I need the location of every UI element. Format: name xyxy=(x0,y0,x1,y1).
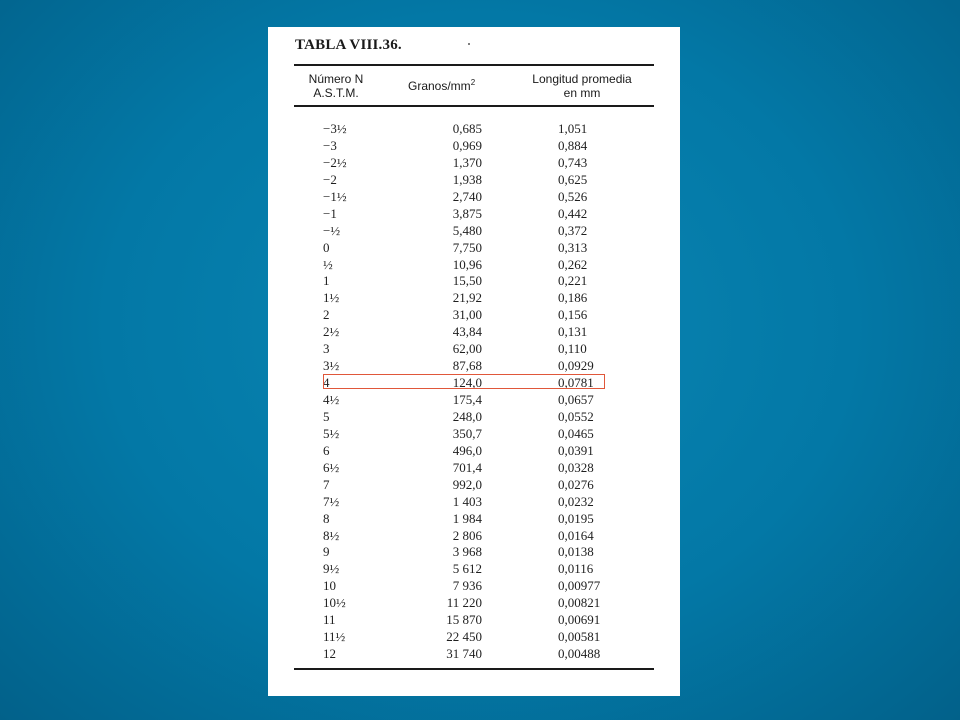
cell-granos: 5 612 xyxy=(452,561,482,577)
header-rule xyxy=(294,105,654,107)
cell-numero: 10½ xyxy=(323,595,346,611)
table-row xyxy=(268,476,680,493)
table-row xyxy=(268,205,680,222)
cell-granos: 2 806 xyxy=(452,527,482,543)
cell-numero: 9 xyxy=(323,544,330,560)
table-row xyxy=(268,425,680,442)
cell-longitud: 0,00581 xyxy=(558,629,601,645)
table-row xyxy=(268,527,680,544)
cell-longitud: 0,00977 xyxy=(558,578,601,594)
table-row xyxy=(268,442,680,459)
cell-longitud: 0,00691 xyxy=(558,612,601,628)
table-row xyxy=(268,459,680,476)
cell-numero: 4 xyxy=(323,375,330,391)
cell-numero: 4½ xyxy=(323,392,340,407)
table-row xyxy=(268,239,680,256)
table-row xyxy=(268,120,680,137)
cell-numero: 3½ xyxy=(323,358,340,374)
table-row xyxy=(268,171,680,188)
cell-numero: −2½ xyxy=(323,154,347,170)
cell-longitud: 0,0328 xyxy=(558,459,594,475)
cell-numero: 5 xyxy=(323,408,330,424)
cell-longitud: 1,051 xyxy=(558,121,588,136)
header-numero-line1: Número N xyxy=(308,72,364,86)
table-row xyxy=(268,306,680,323)
table-row xyxy=(268,594,680,611)
cell-longitud: 0,0232 xyxy=(558,493,594,509)
cell-numero: 7½ xyxy=(323,493,340,509)
cell-longitud: 0,625 xyxy=(558,171,588,187)
cell-numero: −½ xyxy=(323,222,341,238)
cell-longitud: 0,0195 xyxy=(558,510,594,526)
table-row xyxy=(268,340,680,357)
cell-longitud: 0,0391 xyxy=(558,442,594,458)
cell-granos: 992,0 xyxy=(452,476,482,492)
cell-longitud: 0,0657 xyxy=(558,392,594,407)
table-row xyxy=(268,272,680,289)
cell-numero: 8 xyxy=(323,510,330,526)
cell-numero: 1 xyxy=(323,273,330,289)
cell-granos: 5,480 xyxy=(452,222,482,238)
cell-longitud: 0,0929 xyxy=(558,358,594,374)
cell-granos: 2,740 xyxy=(452,188,482,204)
cell-numero: 3 xyxy=(323,341,330,357)
cell-granos: 43,84 xyxy=(452,324,482,340)
cell-numero: −3½ xyxy=(323,121,347,136)
cell-granos: 31,00 xyxy=(452,307,482,323)
cell-granos: 0,685 xyxy=(452,121,482,136)
cell-numero: ½ xyxy=(323,256,333,272)
cell-numero: 11½ xyxy=(323,629,346,645)
header-granos-sup: 2 xyxy=(470,78,476,87)
cell-longitud: 0,156 xyxy=(558,307,588,323)
table-title: TABLA VIII.36. xyxy=(295,37,402,53)
cell-longitud: 0,110 xyxy=(558,341,587,357)
scan-speck xyxy=(468,43,470,45)
cell-granos: 3,875 xyxy=(452,205,482,221)
table-row xyxy=(268,137,680,154)
header-granos xyxy=(408,79,475,93)
cell-granos: 1,938 xyxy=(452,171,482,187)
cell-granos: 1 403 xyxy=(452,493,482,509)
table-row xyxy=(268,256,680,273)
table-row xyxy=(268,391,680,408)
cell-longitud: 0,00821 xyxy=(558,595,601,611)
cell-numero: 10 xyxy=(323,578,336,594)
cell-granos: 11 220 xyxy=(446,595,482,611)
cell-longitud: 0,526 xyxy=(558,188,588,204)
cell-granos: 124,0 xyxy=(452,375,482,391)
cell-granos: 496,0 xyxy=(452,442,482,458)
cell-numero: 9½ xyxy=(323,561,340,577)
cell-granos: 10,96 xyxy=(452,256,482,272)
table-row xyxy=(268,577,680,594)
cell-granos: 87,68 xyxy=(452,358,482,374)
cell-longitud: 0,442 xyxy=(558,205,588,221)
table-row xyxy=(268,357,680,374)
cell-numero: 6 xyxy=(323,442,330,458)
cell-numero: 2½ xyxy=(323,324,340,340)
highlight-box xyxy=(323,374,605,389)
cell-numero: −2 xyxy=(323,171,337,187)
cell-granos: 350,7 xyxy=(452,425,482,441)
cell-granos: 15,50 xyxy=(452,273,482,289)
table-row xyxy=(268,493,680,510)
cell-granos: 1,370 xyxy=(452,154,482,170)
cell-granos: 15 870 xyxy=(446,612,482,628)
cell-longitud: 0,743 xyxy=(558,154,588,170)
cell-granos: 7 936 xyxy=(452,578,482,594)
cell-numero: 6½ xyxy=(323,459,340,475)
header-longitud xyxy=(522,72,642,100)
header-numero-astm xyxy=(301,72,371,100)
top-rule xyxy=(294,64,654,66)
cell-longitud: 0,0116 xyxy=(558,561,594,577)
table-row xyxy=(268,323,680,340)
cell-numero: 1½ xyxy=(323,290,340,306)
cell-longitud: 0,313 xyxy=(558,239,588,255)
cell-numero: 0 xyxy=(323,239,330,255)
header-granos-base: Granos/mm xyxy=(408,79,471,93)
table-row xyxy=(268,154,680,171)
cell-longitud: 0,0276 xyxy=(558,476,594,492)
cell-longitud: 0,0465 xyxy=(558,425,594,441)
table-body xyxy=(268,120,680,662)
cell-numero: 8½ xyxy=(323,527,340,543)
cell-longitud: 0,262 xyxy=(558,256,588,272)
cell-granos: 31 740 xyxy=(446,646,482,662)
cell-granos: 7,750 xyxy=(452,239,482,255)
cell-longitud: 0,372 xyxy=(558,222,588,238)
cell-granos: 3 968 xyxy=(452,544,482,560)
table-row xyxy=(268,628,680,645)
cell-granos: 175,4 xyxy=(452,392,482,407)
table-row xyxy=(268,222,680,239)
cell-granos: 21,92 xyxy=(452,290,482,306)
table-row xyxy=(268,543,680,560)
cell-longitud: 0,0781 xyxy=(558,375,594,391)
table-row xyxy=(268,611,680,628)
cell-longitud: 0,0164 xyxy=(558,527,594,543)
table-row xyxy=(268,645,680,662)
cell-numero: 11 xyxy=(323,612,336,628)
cell-numero: 5½ xyxy=(323,425,340,441)
cell-longitud: 0,884 xyxy=(558,137,588,153)
cell-granos: 22 450 xyxy=(446,629,482,645)
cell-longitud: 0,00488 xyxy=(558,646,601,662)
header-numero-line2: A.S.T.M. xyxy=(313,86,359,100)
cell-numero: 2 xyxy=(323,307,330,323)
table-row xyxy=(268,510,680,527)
bottom-rule xyxy=(294,668,654,670)
table-row xyxy=(268,188,680,205)
header-longitud-line2: en mm xyxy=(563,86,601,100)
table-row xyxy=(268,408,680,425)
cell-longitud: 0,221 xyxy=(558,273,588,289)
cell-numero: 12 xyxy=(323,646,336,662)
header-longitud-line1: Longitud promedia xyxy=(532,72,632,86)
cell-granos: 62,00 xyxy=(452,341,482,357)
cell-longitud: 0,0552 xyxy=(558,408,594,424)
cell-granos: 701,4 xyxy=(452,459,482,475)
cell-numero: −3 xyxy=(323,137,337,153)
cell-numero: −1½ xyxy=(323,188,347,204)
table-row xyxy=(268,289,680,306)
cell-granos: 248,0 xyxy=(452,408,482,424)
scanned-table-page xyxy=(268,27,680,696)
cell-longitud: 0,131 xyxy=(558,324,588,340)
cell-numero: 7 xyxy=(323,476,330,492)
cell-granos: 0,969 xyxy=(452,137,482,153)
cell-longitud: 0,186 xyxy=(558,290,588,306)
cell-longitud: 0,0138 xyxy=(558,544,594,560)
cell-numero: −1 xyxy=(323,205,337,221)
table-row xyxy=(268,560,680,577)
cell-granos: 1 984 xyxy=(452,510,482,526)
